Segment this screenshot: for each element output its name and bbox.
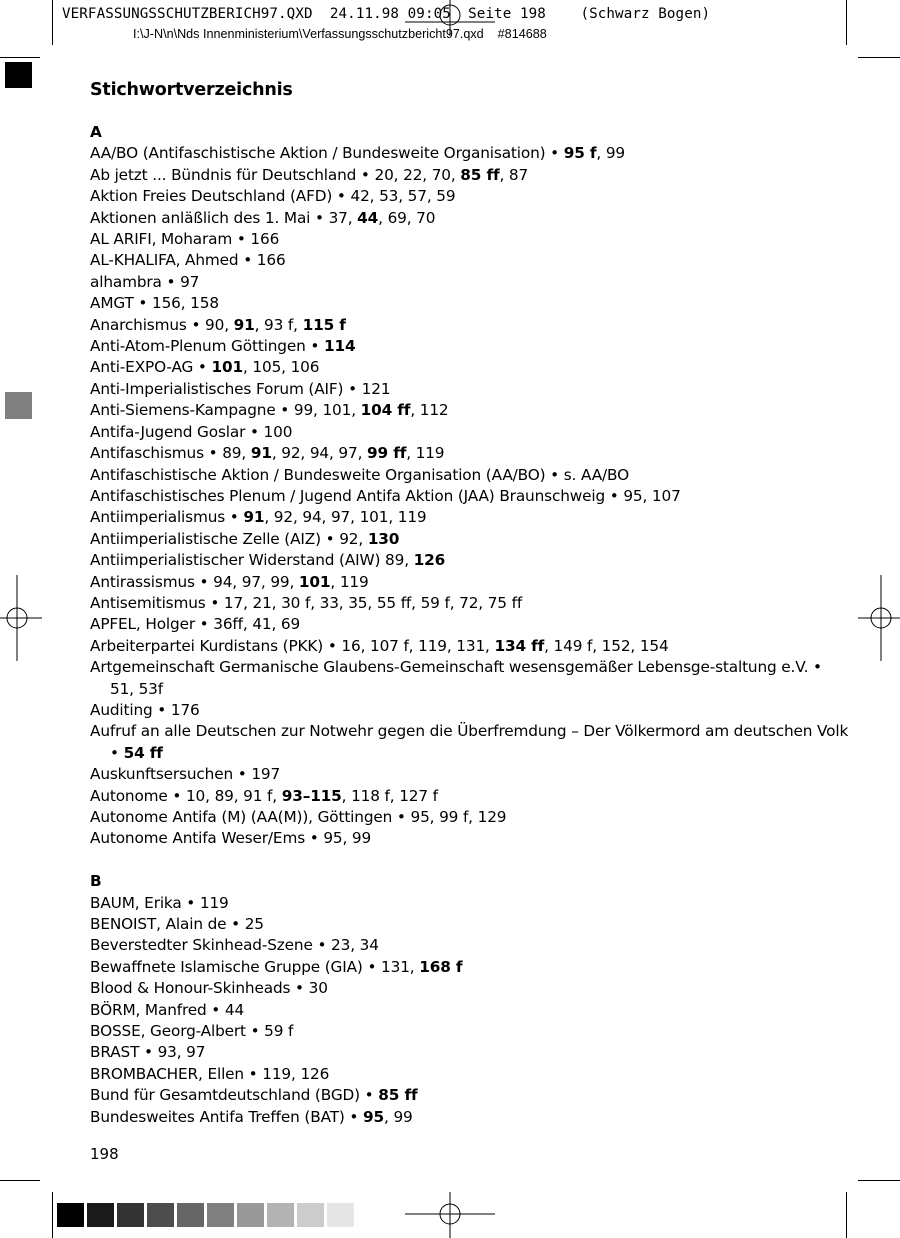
index-entry bbox=[90, 657, 850, 700]
page-reference-main: 126 bbox=[413, 551, 446, 570]
color-swatch bbox=[147, 1203, 174, 1227]
entry-text: Ab jetzt ... Bündnis für Deutschland • 20, 22, 70, bbox=[90, 165, 461, 184]
index-entry bbox=[90, 614, 850, 635]
crop-mark-top-right bbox=[846, 0, 847, 45]
page-reference-main: 115 f bbox=[302, 315, 346, 334]
gray-register-square bbox=[5, 392, 32, 419]
index-entry bbox=[90, 272, 850, 293]
entry-text: , 99 bbox=[384, 1107, 413, 1126]
entry-text: Anarchismus • 90, bbox=[90, 315, 234, 334]
entry-text: Bewaffnete Islamische Gruppe (GIA) • 131, bbox=[90, 957, 420, 976]
page-reference-main: 91 bbox=[233, 315, 255, 334]
black-register-square bbox=[5, 62, 32, 88]
entry-text: Beverstedter Skinhead-Szene • 23, 34 bbox=[90, 936, 379, 955]
entry-text: BOSSE, Georg-Albert • 59 f bbox=[90, 1022, 294, 1041]
entry-text: AA/BO (Antifaschistische Aktion / Bundesweite Organisation) • bbox=[90, 144, 564, 163]
page-reference-main: 101 bbox=[298, 572, 331, 591]
registration-mark-right-icon bbox=[858, 575, 900, 661]
page-reference-main: 93–115 bbox=[281, 786, 342, 805]
page-reference-main: 54 ff bbox=[123, 743, 163, 762]
page-title: Stichwortverzeichnis bbox=[90, 80, 293, 100]
registration-mark-left-icon bbox=[0, 575, 42, 661]
entry-text: BÖRM, Manfred • 44 bbox=[90, 1000, 245, 1019]
index-entry bbox=[90, 443, 850, 464]
index-entry bbox=[90, 636, 850, 657]
entry-text: , 93 f, bbox=[254, 315, 303, 334]
entry-text: , 119 bbox=[330, 572, 369, 591]
color-swatch bbox=[237, 1203, 264, 1227]
index-entry bbox=[90, 550, 850, 571]
index-entry bbox=[90, 572, 850, 593]
print-slug-line1: VERFASSUNGSSCHUTZBERICH97.QXD 24.11.98 09:05 Seite 198 (Schwarz Bogen) bbox=[62, 6, 711, 22]
entry-text: Antifa-Jugend Goslar • 100 bbox=[90, 422, 293, 441]
index-entry bbox=[90, 400, 850, 421]
page-reference-main: 85 ff bbox=[460, 165, 500, 184]
entry-text: Auditing • 176 bbox=[90, 700, 200, 719]
entry-text: BAUM, Erika • 119 bbox=[90, 893, 229, 912]
entry-text: , 92, 94, 97, 101, 119 bbox=[264, 508, 427, 527]
entry-text: , 87 bbox=[499, 165, 529, 184]
index-entry bbox=[90, 700, 850, 721]
color-control-bar bbox=[57, 1203, 354, 1227]
index-entry bbox=[90, 978, 850, 999]
section-letter: A bbox=[90, 123, 102, 141]
registration-mark-top-icon bbox=[405, 0, 495, 36]
entry-text: AL-KHALIFA, Ahmed • 166 bbox=[90, 251, 286, 270]
page-reference-main: 99 ff bbox=[367, 444, 407, 463]
entry-text: Antirassismus • 94, 97, 99, bbox=[90, 572, 299, 591]
entry-text: Autonome Antifa Weser/Ems • 95, 99 bbox=[90, 829, 372, 848]
index-entry bbox=[90, 186, 850, 207]
entry-text: AL ARIFI, Moharam • 166 bbox=[90, 230, 280, 249]
crop-mark-top-left bbox=[52, 0, 53, 45]
index-entry bbox=[90, 721, 850, 764]
crop-mark-bottom-left-h bbox=[0, 1180, 40, 1181]
crop-mark-top-left-h bbox=[0, 57, 40, 58]
color-swatch bbox=[177, 1203, 204, 1227]
print-slug-line2: I:\J-N\n\Nds Innenministerium\Verfassungsschutzbericht97.qxd #814688 bbox=[133, 27, 547, 41]
page-reference-main: 101 bbox=[211, 358, 243, 377]
index-entry bbox=[90, 1085, 850, 1106]
page-reference-main: 130 bbox=[367, 529, 400, 548]
entry-text: Bund für Gesamtdeutschland (BGD) • bbox=[90, 1086, 379, 1105]
entry-text: Antifaschistische Aktion / Bundesweite Organisation (AA/BO) • s. AA/BO bbox=[90, 465, 630, 484]
page-reference-main: 168 f bbox=[419, 957, 463, 976]
entry-text: Antifaschistisches Plenum / Jugend Antifa Aktion (JAA) Braunschweig • 95, 107 bbox=[90, 486, 681, 505]
index-entry bbox=[90, 465, 850, 486]
entry-text: Autonome Antifa (M) (AA(M)), Göttingen • 95, 99 f, 129 bbox=[90, 808, 507, 826]
entry-text: Blood & Honour-Skinheads • 30 bbox=[90, 979, 328, 998]
color-swatch bbox=[57, 1203, 84, 1227]
entry-text: , 149 f, 152, 154 bbox=[544, 636, 669, 655]
index-entry bbox=[90, 1107, 850, 1128]
index-entry bbox=[90, 250, 850, 271]
index-entry bbox=[90, 165, 850, 186]
index-entry bbox=[90, 529, 850, 550]
index-list bbox=[90, 122, 850, 1128]
index-entry bbox=[90, 807, 850, 828]
entry-text: BRAST • 93, 97 bbox=[90, 1043, 206, 1062]
index-entry bbox=[90, 486, 850, 507]
entry-text: Anti-EXPO-AG • bbox=[90, 358, 212, 377]
crop-mark-bottom-right-h bbox=[858, 1180, 900, 1181]
entry-text: Bundesweites Antifa Treffen (BAT) • bbox=[90, 1107, 364, 1126]
section-letter: B bbox=[90, 872, 102, 891]
index-entry bbox=[90, 593, 850, 614]
color-swatch bbox=[297, 1203, 324, 1227]
page-reference-main: 85 ff bbox=[378, 1086, 418, 1105]
entry-text: , 92, 94, 97, bbox=[271, 444, 368, 463]
entry-text: , 105, 106 bbox=[242, 358, 320, 377]
page-reference-main: 91 bbox=[243, 508, 265, 527]
entry-text: Autonome • 10, 89, 91 f, bbox=[90, 786, 282, 805]
entry-text: BROMBACHER, Ellen • 119, 126 bbox=[90, 1064, 330, 1083]
index-entry bbox=[90, 914, 850, 935]
entry-text: Aktionen anläßlich des 1. Mai • 37, bbox=[90, 208, 358, 227]
entry-text: , 69, 70 bbox=[378, 208, 436, 227]
color-swatch bbox=[267, 1203, 294, 1227]
entry-text: Aktion Freies Deutschland (AFD) • 42, 53, 57, 59 bbox=[90, 187, 456, 206]
index-entry bbox=[90, 507, 850, 528]
entry-text: Anti-Imperialistisches Forum (AIF) • 121 bbox=[90, 379, 391, 398]
entry-text: , 119 bbox=[406, 444, 445, 463]
index-entry bbox=[90, 786, 850, 807]
index-entry bbox=[90, 1021, 850, 1042]
entry-text: BENOIST, Alain de • 25 bbox=[90, 915, 264, 934]
page-reference-main: 114 bbox=[323, 337, 356, 356]
page-reference-main: 44 bbox=[357, 208, 379, 227]
index-entry bbox=[90, 336, 850, 357]
index-entry bbox=[90, 935, 850, 956]
color-swatch bbox=[117, 1203, 144, 1227]
entry-text: , 112 bbox=[410, 401, 449, 420]
index-entry bbox=[90, 1000, 850, 1021]
page-reference-main: 95 bbox=[363, 1107, 385, 1126]
entry-text: Antiimperialistische Zelle (AIZ) • 92, bbox=[90, 529, 368, 548]
entry-text: , 99 bbox=[596, 144, 625, 163]
entry-text: alhambra • 97 bbox=[90, 272, 200, 291]
entry-text: Anti-Atom-Plenum Göttingen • bbox=[90, 337, 324, 356]
page-reference-main: 95 f bbox=[563, 144, 597, 163]
page-reference-main: 104 ff bbox=[360, 401, 411, 420]
index-entry bbox=[90, 1064, 850, 1085]
entry-text: APFEL, Holger • 36ff, 41, 69 bbox=[90, 615, 301, 634]
entry-text: Artgemeinschaft Germanische Glaubens-Gemeinschaft wesensgemäßer Lebensge-staltung e.V. • 51, 53f bbox=[90, 658, 822, 698]
index-entry bbox=[90, 893, 850, 914]
index-entry bbox=[90, 422, 850, 443]
color-swatch bbox=[327, 1203, 354, 1227]
index-entry bbox=[90, 357, 850, 378]
index-entry bbox=[90, 315, 850, 336]
index-entry bbox=[90, 764, 850, 785]
entry-text: Aufruf an alle Deutschen zur Notwehr gegen die Überfremdung – Der Völkermord am deutschen Volk • bbox=[90, 722, 849, 762]
section-spacer bbox=[90, 850, 850, 871]
entry-text: Antifaschismus • 89, bbox=[90, 444, 251, 463]
entry-text: Anti-Siemens-Kampagne • 99, 101, bbox=[90, 401, 361, 420]
entry-text: Arbeiterpartei Kurdistans (PKK) • 16, 107 f, 119, 131, bbox=[90, 636, 495, 655]
color-swatch bbox=[87, 1203, 114, 1227]
color-swatch bbox=[207, 1203, 234, 1227]
crop-mark-top-right-h bbox=[858, 57, 900, 58]
page-reference-main: 134 ff bbox=[494, 636, 545, 655]
index-entry bbox=[90, 379, 850, 400]
index-entry bbox=[90, 293, 850, 314]
page-number: 198 bbox=[90, 1145, 119, 1163]
index-entry bbox=[90, 957, 850, 978]
page-reference-main: 91 bbox=[250, 444, 272, 463]
entry-text: , 118 f, 127 f bbox=[341, 786, 438, 805]
entry-text: Antiimperialismus • bbox=[90, 508, 244, 527]
index-entry bbox=[90, 828, 850, 849]
index-entry bbox=[90, 229, 850, 250]
entry-text: Antiimperialistischer Widerstand (AIW) 89, bbox=[90, 551, 414, 570]
crop-mark-bottom-right bbox=[846, 1192, 847, 1238]
crop-mark-bottom-left bbox=[52, 1192, 53, 1238]
index-entry bbox=[90, 143, 850, 164]
entry-text: AMGT • 156, 158 bbox=[90, 294, 219, 313]
index-entry bbox=[90, 208, 850, 229]
index-entry bbox=[90, 1042, 850, 1063]
entry-text: Auskunftsersuchen • 197 bbox=[90, 765, 281, 784]
registration-mark-bottom-icon bbox=[405, 1192, 495, 1238]
entry-text: Antisemitismus • 17, 21, 30 f, 33, 35, 55 ff, 59 f, 72, 75 ff bbox=[90, 593, 523, 612]
